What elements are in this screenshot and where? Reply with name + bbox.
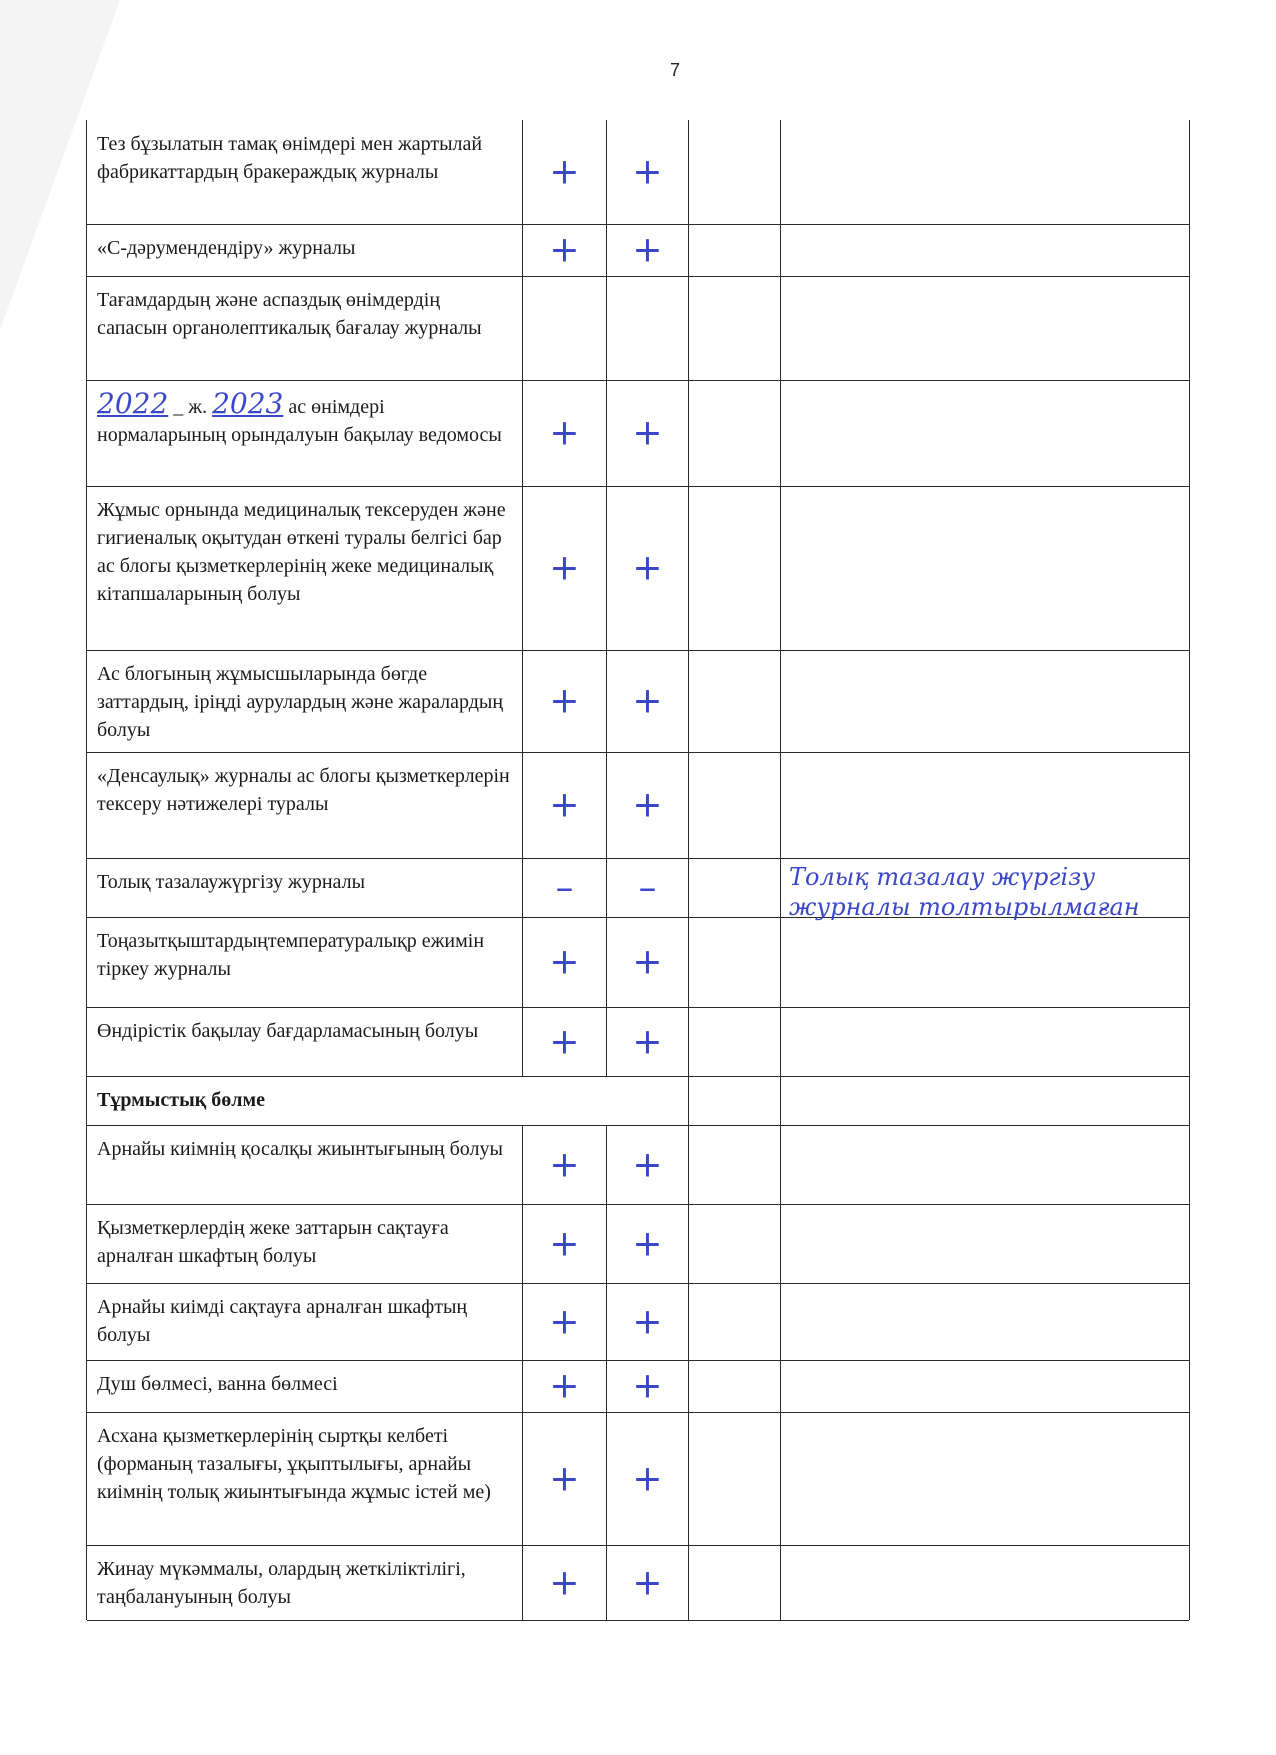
mark-cell	[607, 858, 689, 917]
criterion-label	[87, 380, 522, 455]
handwritten-minus-mark: –	[638, 867, 657, 908]
handwritten-plus-mark: +	[549, 680, 580, 722]
mark-cell	[523, 486, 607, 650]
notes-cell	[781, 1204, 1189, 1283]
mark-cell	[607, 1125, 689, 1204]
notes-cell	[781, 120, 1189, 224]
handwritten-plus-mark: +	[549, 1365, 580, 1407]
table-row	[87, 1283, 1189, 1361]
criterion-cell	[87, 380, 523, 486]
handwritten-year-from: 2022	[97, 387, 169, 420]
mark-cell	[607, 276, 689, 380]
criterion-label: «Денсаулық» журналы ас блогы қызметкерлерін тексеру нәтижелері туралы	[97, 765, 510, 815]
handwritten-plus-mark: +	[632, 412, 663, 454]
criterion-cell	[87, 1007, 523, 1076]
empty-cell	[689, 1283, 781, 1360]
mark-cell	[607, 650, 689, 752]
handwritten-plus-mark: +	[632, 1144, 663, 1185]
empty-cell	[689, 858, 781, 917]
empty-cell	[689, 752, 781, 858]
handwritten-plus-mark: +	[549, 1144, 580, 1185]
criterion-label: Тез бұзылатын тамақ өнімдері мен жартылай фабрикаттардың бракераждық журналы	[97, 133, 483, 183]
mark-cell	[523, 276, 607, 380]
table-row	[87, 486, 1189, 651]
label-suffix: ас өнімдері нормаларының орындалуын бақылау ведомосы	[97, 396, 502, 446]
table-row	[87, 1412, 1189, 1546]
empty-cell	[689, 1545, 781, 1620]
table-row	[87, 1007, 1189, 1077]
notes-cell	[781, 917, 1189, 1007]
criterion-label: Жұмыс орнында медициналық тексеруден және гигиеналық оқытудан өткені туралы белгісі бар ас блогы қызметкерлерінің жеке медициналық кітапшаларының болуы	[97, 499, 506, 605]
empty-cell	[689, 1076, 781, 1125]
criterion-cell	[87, 276, 523, 380]
table-row	[87, 917, 1189, 1008]
handwritten-plus-mark: +	[549, 1562, 580, 1603]
empty-cell	[689, 486, 781, 650]
empty-cell	[689, 1360, 781, 1412]
table-row	[87, 1545, 1189, 1621]
criterion-cell	[87, 858, 523, 917]
criterion-label: Өндірістік бақылау бағдарламасының болуы	[97, 1020, 479, 1042]
section-row	[87, 1076, 1189, 1126]
criterion-label: Ас блогының жұмысшыларында бөгде заттардың, іріңді аурулардың және жаралардың болуы	[97, 663, 504, 741]
criterion-cell	[87, 1360, 523, 1412]
mark-cell	[607, 1412, 689, 1545]
mark-cell	[607, 1283, 689, 1360]
empty-cell	[689, 1204, 781, 1283]
handwritten-plus-mark: +	[632, 229, 663, 271]
empty-cell	[689, 224, 781, 276]
handwritten-year-to: 2023	[212, 387, 284, 420]
mark-cell	[607, 1204, 689, 1283]
handwritten-plus-mark: +	[632, 941, 663, 983]
table-row	[87, 120, 1189, 225]
mark-cell	[607, 486, 689, 650]
criterion-label: Тағамдардың және аспаздық өнімдердің сапасын органолептикалық бағалау журналы	[97, 289, 482, 339]
empty-cell	[689, 380, 781, 486]
criterion-label: «С-дәрумендендіру» журналы	[97, 237, 356, 259]
handwritten-plus-mark: +	[549, 1223, 580, 1264]
notes-cell	[781, 486, 1189, 650]
label-connector: _ ж.	[168, 396, 213, 418]
criterion-cell	[87, 1412, 523, 1545]
handwritten-plus-mark: +	[632, 1365, 663, 1407]
handwritten-plus-mark: +	[632, 1458, 663, 1499]
table-row	[87, 224, 1189, 277]
handwritten-plus-mark: +	[632, 151, 663, 193]
mark-cell	[523, 917, 607, 1007]
criterion-cell	[87, 1204, 523, 1283]
empty-cell	[689, 276, 781, 380]
mark-cell	[607, 1360, 689, 1412]
notes-cell	[781, 224, 1189, 276]
empty-cell	[689, 120, 781, 224]
mark-cell	[523, 1545, 607, 1620]
handwritten-minus-mark: –	[555, 867, 574, 908]
handwritten-plus-mark: +	[549, 547, 580, 589]
handwritten-plus-mark: +	[549, 1458, 580, 1499]
handwritten-note: Толық тазалау жүргізу журналы толтырылмаған	[789, 863, 1140, 921]
notes-cell	[781, 1545, 1189, 1620]
mark-cell	[523, 1125, 607, 1204]
mark-cell	[523, 752, 607, 858]
notes-cell	[781, 1360, 1189, 1412]
mark-cell	[523, 1283, 607, 1360]
handwritten-plus-mark: +	[549, 941, 580, 983]
empty-cell	[689, 1007, 781, 1076]
handwritten-plus-mark: +	[632, 1562, 663, 1603]
criterion-label: Асхана қызметкерлерінің сыртқы келбеті (форманың тазалығы, ұқыптылығы, арнайы киімнің толық жиынтығында жұмыс істей ме)	[97, 1425, 491, 1503]
mark-cell	[523, 1412, 607, 1545]
criterion-label: Арнайы киімнің қосалқы жиынтығының болуы	[97, 1138, 503, 1160]
handwritten-plus-mark: +	[549, 412, 580, 454]
empty-cell	[689, 1125, 781, 1204]
handwritten-plus-mark: +	[549, 1021, 580, 1062]
table-row	[87, 650, 1189, 753]
mark-cell	[607, 1545, 689, 1620]
table-row	[87, 276, 1189, 381]
table-row	[87, 752, 1189, 859]
empty-cell	[689, 1412, 781, 1545]
handwritten-plus-mark: +	[632, 680, 663, 722]
handwritten-plus-mark: +	[549, 784, 580, 826]
mark-cell	[607, 120, 689, 224]
mark-cell	[523, 650, 607, 752]
table-row	[87, 858, 1189, 921]
criterion-cell	[87, 917, 523, 1007]
criterion-cell	[87, 1283, 523, 1360]
section-title: Тұрмыстық бөлме	[97, 1089, 265, 1111]
table-row	[87, 1204, 1189, 1284]
section-cell	[87, 1076, 689, 1125]
notes-cell	[781, 858, 1189, 921]
empty-cell	[689, 650, 781, 752]
table-row	[87, 380, 1189, 487]
notes-cell	[781, 380, 1189, 486]
mark-cell	[607, 917, 689, 1007]
criterion-cell	[87, 120, 523, 224]
mark-cell	[523, 858, 607, 917]
mark-cell	[607, 224, 689, 276]
mark-cell	[607, 1007, 689, 1076]
notes-cell	[781, 1283, 1189, 1360]
criterion-cell	[87, 1545, 523, 1620]
notes-cell	[781, 1007, 1189, 1076]
checklist-table	[86, 120, 1190, 1620]
mark-cell	[523, 120, 607, 224]
table-row	[87, 1125, 1189, 1205]
mark-cell	[523, 224, 607, 276]
mark-cell	[607, 380, 689, 486]
mark-cell	[607, 752, 689, 858]
notes-cell	[781, 752, 1189, 858]
handwritten-plus-mark: +	[632, 1301, 663, 1342]
handwritten-plus-mark: +	[549, 1301, 580, 1342]
empty-cell	[689, 917, 781, 1007]
notes-cell	[781, 650, 1189, 752]
criterion-cell	[87, 752, 523, 858]
handwritten-plus-mark: +	[549, 229, 580, 271]
mark-cell	[523, 380, 607, 486]
handwritten-plus-mark: +	[632, 1021, 663, 1062]
mark-cell	[523, 1360, 607, 1412]
criterion-cell	[87, 224, 523, 276]
criterion-cell	[87, 486, 523, 650]
criterion-cell	[87, 650, 523, 752]
table-row	[87, 1360, 1189, 1413]
criterion-cell	[87, 1125, 523, 1204]
criterion-label: Жинау мүкәммалы, олардың жеткіліктілігі, таңбалануының болуы	[97, 1558, 466, 1608]
criterion-label: Тоңазытқыштардыңтемпературалықр ежимін тіркеу журналы	[97, 930, 485, 980]
notes-cell	[781, 1076, 1189, 1125]
mark-cell	[523, 1204, 607, 1283]
criterion-label: Толық тазалаужүргізу журналы	[97, 871, 366, 893]
handwritten-plus-mark: +	[549, 151, 580, 193]
page-number: 7	[670, 60, 681, 80]
notes-cell	[781, 1125, 1189, 1204]
notes-cell	[781, 276, 1189, 380]
notes-cell	[781, 1412, 1189, 1545]
criterion-label: Арнайы киімді сақтауға арналған шкафтың болуы	[97, 1296, 468, 1346]
criterion-label: Душ бөлмесі, ванна бөлмесі	[97, 1373, 338, 1395]
handwritten-plus-mark: +	[632, 547, 663, 589]
mark-cell	[523, 1007, 607, 1076]
handwritten-plus-mark: +	[632, 784, 663, 826]
handwritten-plus-mark: +	[632, 1223, 663, 1264]
criterion-label: Қызметкерлердің жеке заттарын сақтауға арналған шкафтың болуы	[97, 1217, 449, 1267]
